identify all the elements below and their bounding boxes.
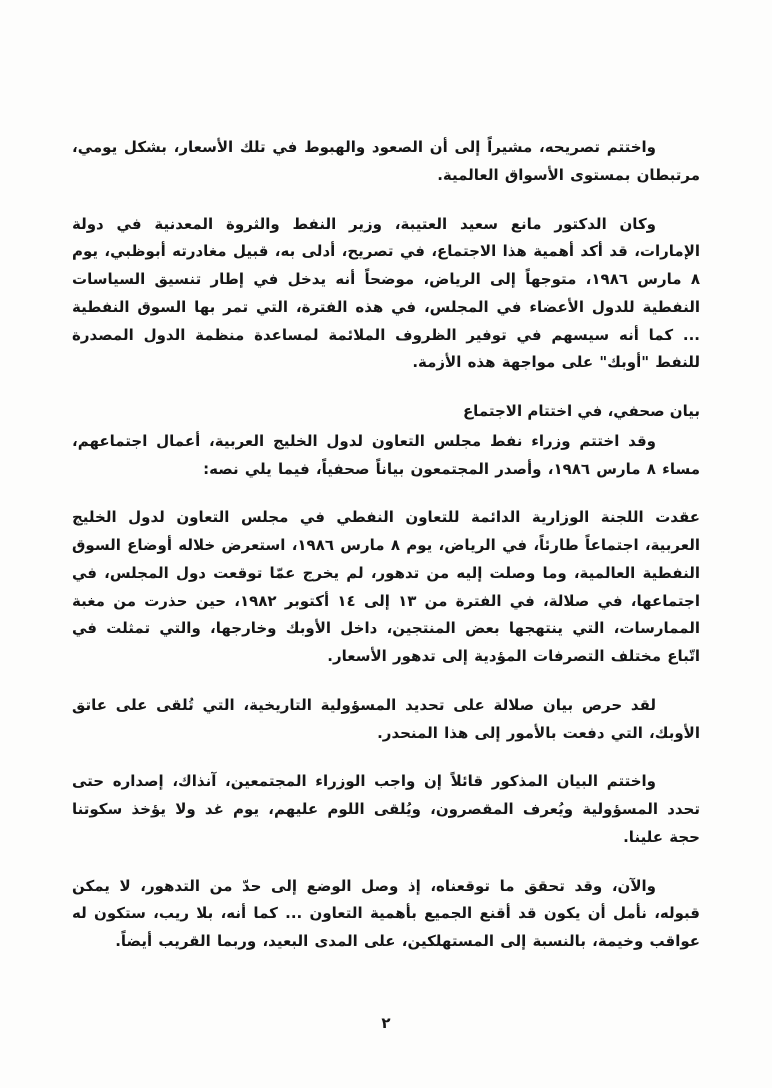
paragraph-conclusion-note: وقد اختتم وزراء نفط مجلس التعاون لدول الخليج العربية، أعمال اجتماعهم، مساء ٨ مارس ١٩٨٦، وأصدر المجتمعون بياناً صحفياً، فيما يلي نصه: (72, 431, 700, 478)
paragraph-final-remark: والآن، وقد تحقق ما توقعناه، إذ وصل الوضع إلى حدّ من التدهور، لا يمكن قبوله، نأمل أن يكون قد أقنع الجميع بأهمية التعاون ... كما أنه، بلا ريب، ستكون له عواقب وخيمة، بالنسبة إلى المستهلكين، على المدى البعيد، وربما القريب أيضاً. (72, 876, 700, 950)
page-number: ٢ (381, 1014, 391, 1032)
paragraph-salalah-statement: لقد حرص بيان صلالة على تحديد المسؤولية التاريخية، التي تُلقى على عاتق الأوبك، التي دفعت بالأمور إلى هذا المنحدر. (72, 695, 700, 742)
paragraph-committee-meeting: عقدت اللجنة الوزارية الدائمة للتعاون النفطي في مجلس التعاون لدول الخليج العربية، اجتماعاً طارئاً، في الرياض، يوم ٨ مارس ١٩٨٦، استعرض خلاله أوضاع السوق النفطية العالمية، وما وصلت إليه من تدهور، لم يخرج عمّا توقعت دول المجلس، في اجتماعها، في صلالة، في الفترة من ١٣ إلى ١٤ أكتوبر ١٩٨٢، حين حذرت من مغبة الممارسات، التي ينتهجها بعض المنتجين، داخل الأوبك وخارجها، والتي تمثلت في اتّباع مختلف التصرفات المؤدية إلى تدهور الأسعار. (72, 508, 701, 665)
paragraph-statement-closing: واختتم البيان المذكور قائلاً إن واجب الوزراء المجتمعين، آنذاك، إصداره حتى تحدد المسؤولية ويُعرف المقصرون، ويُلقى اللوم عليهم، يوم غد ولا يؤخذ سكوتنا حجة علينا. (72, 772, 700, 846)
paragraph-otaiba-statement: وكان الدكتور مانع سعيد العتيبة، وزير النفط والثروة المعدنية في دولة الإمارات، قد أكد أهمية هذا الاجتماع، في تصريح، أدلى به، قبيل مغادرته أبوظبي، يوم ٨ مارس ١٩٨٦، متوجهاً إلى الرياض، موضحاً أنه يدخل في إطار تنسيق السياسات النفطية للدول الأعضاء في المجلس، في هذه الفترة، التي تمر بها السوق النفطية ... كما أنه سيسهم في توفير الظروف الملائمة لمساعدة منظمة الدول المصدرة للنفط "أوبك" على مواجهة هذه الأزمة. (72, 214, 701, 372)
press-release-heading: بيان صحفي، في اختتام الاجتماع (462, 402, 700, 420)
paragraph-closing-remark: واختتم تصريحه، مشيراً إلى أن الصعود والهبوط في تلك الأسعار، بشكل يومي، مرتبطان بمستوى الأسواق العالمية. (72, 138, 700, 184)
